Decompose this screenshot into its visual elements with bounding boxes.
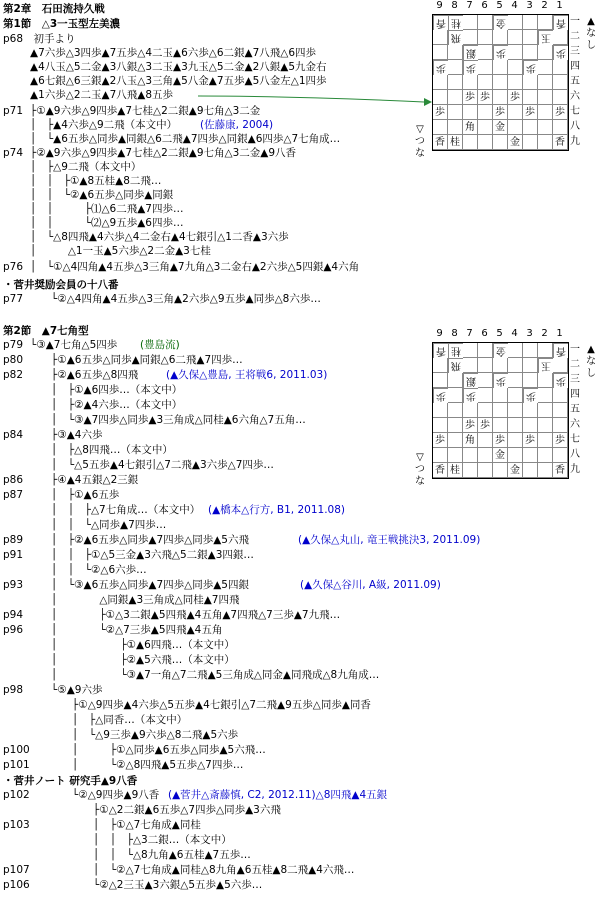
board-square: 香 [433,15,448,30]
variation-line: │ ├②▲4六歩…（本文中） [30,399,183,411]
variation-line: p82 [3,369,24,381]
board-square: 金 [493,15,508,30]
variation-line: │ △1一玉▲5六歩△2二金▲3七桂 [30,245,211,257]
board-square [463,358,478,373]
board-square [478,105,493,120]
variation-line: │ └②△7七角成▲同桂△8九角▲6五桂▲8二飛▲4六飛… [30,864,355,876]
board-square [463,105,478,120]
variation-line: ├③▲4六歩 [30,429,103,441]
board-square [448,388,463,403]
variation-line: │ │ └②△6六歩… [30,564,147,576]
board-square: 銀 [463,45,478,60]
variation-line: │ ├①△7七角成▲同桂 [30,819,201,831]
board-square [538,403,553,418]
note2-title: ・菅井ノート 研究手▲9八香 [3,775,138,787]
board-square: 飛 [448,358,463,373]
board-square: 歩 [433,105,448,120]
file-label: 5 [496,0,503,11]
board-square: 歩 [553,45,568,60]
variation-line: │ ├△同香…（本文中） [30,714,188,726]
game-reference: (▲菅井△斎藤慎, C2, 2012.11)△8四飛▲4五銀 [168,789,388,801]
board-square: 桂 [448,15,463,30]
board-square: 金 [508,135,523,150]
variation-line: p68 初手より [3,33,76,45]
rank-label: 七 [570,434,580,445]
board-square [478,75,493,90]
board-square: 歩 [523,105,538,120]
board-square: 歩 [523,433,538,448]
variation-line: │ ├①△3二銀▲5四飛▲4五角▲7四飛△7三歩▲7九飛… [30,609,341,621]
board-square [493,388,508,403]
rank-label: 一 [570,16,580,27]
board-square [553,418,568,433]
board-square [523,463,538,478]
board-square [478,358,493,373]
board-grid [432,342,569,479]
file-label: 2 [541,328,548,339]
board-square [493,30,508,45]
board-square: 金 [508,463,523,478]
board-square: 角 [463,433,478,448]
variation-line: │ ├▲4六歩△9二飛（本文中） [30,119,178,131]
file-label: 7 [466,328,473,339]
board-square: 歩 [553,433,568,448]
sente-hand: ▽つな [415,124,425,159]
variation-line: ├②▲6五歩△8四飛 [30,369,139,381]
board-square [478,45,493,60]
board-square [478,373,493,388]
board-square [478,343,493,358]
board-square: 金 [493,120,508,135]
board-square [538,135,553,150]
board-square [553,388,568,403]
board-square [523,358,538,373]
board-square [448,90,463,105]
file-label: 4 [511,0,518,11]
variation-line: p74 [3,147,24,159]
board-square [463,463,478,478]
variation-line: ├①▲9六歩△9四歩▲7七桂△2二銀▲9七角△3二金 [30,105,261,117]
variation-line: │ │ └②▲6五歩△同歩▲同銀 [30,189,174,201]
board-square [478,135,493,150]
rank-label: 九 [570,464,580,475]
variation-line: p94 [3,609,24,621]
board-square [553,75,568,90]
section2-title: 第2節 ▲7七角型 [3,325,89,337]
board-square [433,403,448,418]
rank-labels [570,14,580,149]
file-labels [432,328,567,339]
board-square: 歩 [523,388,538,403]
board-square [448,45,463,60]
file-label: 3 [526,328,533,339]
board-square [538,463,553,478]
board-square [523,418,538,433]
board-square [508,15,523,30]
board-square [448,418,463,433]
sente-hand: ▽つな [415,452,425,487]
rank-label: 八 [570,449,580,460]
variation-line: p89 [3,534,24,546]
board-square [523,343,538,358]
board-square [493,358,508,373]
game-reference: (▲久保△丸山, 竜王戦挑決3, 2011.09) [298,534,481,546]
game-reference: (▲久保△豊島, 王将戦6, 2011.03) [166,369,328,381]
chapter-title: 第2章 石田流持久戦 [3,3,105,15]
variation-line: p98 [3,684,24,696]
variation-line: p86 [3,474,24,486]
board-square [553,403,568,418]
board-square [538,418,553,433]
board-square: 歩 [523,60,538,75]
board-square [448,448,463,463]
rank-label: 五 [570,404,580,415]
variation-line: │ ├②▲6五歩△同歩▲7四歩△同歩▲5六飛 [30,534,249,546]
variation-line: │ └②△8四飛▲5五歩△7四歩… [30,759,244,771]
rank-label: 四 [570,389,580,400]
variation-line: ├②▲9六歩△9四歩▲7七桂△2二銀▲9七角△3二金▲9八香 [30,147,297,159]
variation-line: │ ├①▲6四飛…（本文中） [30,639,235,651]
variation-line: │ ├①▲6五歩 [30,489,120,501]
gote-hand: ▲なし [586,344,596,379]
gote-hand: ▲なし [586,16,596,51]
board-square [448,60,463,75]
board-square [523,75,538,90]
variation-line: p79 [3,339,24,351]
board-square [538,388,553,403]
board-square: 香 [553,15,568,30]
variation-line: │ ├①▲6四歩…（本文中） [30,384,183,396]
variation-line: │ └▲6五歩△同歩▲同銀△6二飛▲7四歩△同銀▲6四歩△7七角成… [30,133,341,145]
board-square [508,60,523,75]
board-square: 歩 [433,388,448,403]
variation-line: │ └△5五歩▲4七銀引△7二飛▲3六歩△7四歩… [30,459,274,471]
variation-line: p80 [3,354,24,366]
board-square: 香 [433,135,448,150]
file-label: 1 [556,0,563,11]
board-square [553,90,568,105]
board-square [538,60,553,75]
note1-title: ・菅井奨励会員の十八番 [3,279,119,291]
board-square [538,120,553,135]
file-label: 3 [526,0,533,11]
variation-line: p101 [3,759,30,771]
game-reference: (▲久保△谷川, A級, 2011.09) [300,579,441,591]
game-reference: (佐藤康, 2004) [200,119,274,131]
section1-title: 第1節 △3一玉型左美濃 [3,18,121,30]
variation-line: ├①△9四歩▲4六歩△5五歩▲4七銀引△7二飛▲9五歩△同歩▲同香 [30,699,371,711]
board-square: 銀 [463,373,478,388]
board-square [448,373,463,388]
variation-line: │ └②△7三歩▲5四飛▲4五角 [30,624,223,636]
board-square [478,60,493,75]
board-square [538,15,553,30]
rank-label: 九 [570,136,580,147]
board-square [538,105,553,120]
variation-line: p77 [3,293,24,305]
file-label: 7 [466,0,473,11]
variation-line: │ △同銀▲3三角成△同桂▲7四飛 [30,594,240,606]
board-square [493,135,508,150]
rank-label: 二 [570,359,580,370]
board-square [538,75,553,90]
rank-label: 六 [570,419,580,430]
variation-line: └②△2三玉▲3六銀△5五歩▲5六歩… [30,879,263,891]
variation-line: p106 [3,879,30,891]
board-square [538,373,553,388]
variation-line: │ │ └△同歩▲7四歩… [30,519,167,531]
board-square: 玉 [538,30,553,45]
board-square: 歩 [478,90,493,105]
board-square [553,60,568,75]
board-square [508,418,523,433]
board-square: 桂 [448,135,463,150]
rank-label: 二 [570,31,580,42]
file-label: 1 [556,328,563,339]
board-square [463,403,478,418]
board-square: 歩 [433,433,448,448]
board-square [433,120,448,135]
board-square [508,30,523,45]
variation-line: p102 [3,789,30,801]
variation-line: └③▲7七角△5四歩 [30,339,118,351]
arrow-to-board [196,90,436,110]
board-square: 歩 [463,388,478,403]
variation-line: p100 [3,744,30,756]
board-square [463,15,478,30]
variation-line: │ └③▲7一角△7二飛▲5三角成△同金▲同飛成△8九角成… [30,669,380,681]
board-square: 香 [553,343,568,358]
board-square: 香 [433,463,448,478]
variation-line: p76 [3,261,24,273]
variation-line: │ └△9三歩▲9六歩△8二飛▲5六歩 [30,729,239,741]
board-square [538,448,553,463]
variation-line: └②△4四角▲4五歩△3三角▲2六歩△9五歩▲同歩△8六歩… [30,293,321,305]
variation-line: │ └③▲6五歩△同歩▲7四歩△同歩▲5四銀 [30,579,249,591]
rank-label: 八 [570,121,580,132]
variation-line: ▲4八玉△5二金▲3八銀△3二玉▲3九玉△5二金▲2八銀▲5九金右 [30,61,327,73]
board-square [463,343,478,358]
variation-line: │ │ ├△3二銀…（本文中） [30,834,232,846]
board-square [478,433,493,448]
variation-line: p84 [3,429,24,441]
file-label: 5 [496,328,503,339]
board-square [463,30,478,45]
board-square: 歩 [433,60,448,75]
board-square [523,448,538,463]
file-labels [432,0,567,11]
variation-line: │ ├①△同歩▲6五歩△同歩▲5六飛… [30,744,266,756]
board-square [433,45,448,60]
game-reference: (豊島流) [140,339,180,351]
board-square [433,75,448,90]
board-square [523,90,538,105]
board-square [448,403,463,418]
file-label: 8 [451,0,458,11]
variation-line: ▲1六歩△2二玉▲7八飛▲8五歩 [30,89,174,101]
board-square: 歩 [493,373,508,388]
file-label: 6 [481,0,488,11]
variation-line: │ │ └△8九角▲6五桂▲7五歩… [30,849,251,861]
board-square [508,358,523,373]
board-square [508,45,523,60]
board-square [553,30,568,45]
board-square [508,448,523,463]
board-square: 飛 [448,30,463,45]
variation-line: p103 [3,819,30,831]
board-square [553,120,568,135]
file-label: 9 [436,328,443,339]
board-square: 香 [433,343,448,358]
board-square [463,448,478,463]
board-square: 歩 [463,90,478,105]
board-square [433,418,448,433]
board-square: 歩 [463,60,478,75]
board-square: 香 [553,135,568,150]
variation-line: p93 [3,579,24,591]
rank-label: 六 [570,91,580,102]
board-square [493,75,508,90]
variation-line: p91 [3,549,24,561]
board-square: 歩 [553,373,568,388]
variation-line: │ │ └⑵△9五歩▲6四歩… [30,217,184,229]
variation-line: │ └△8四飛▲4六歩△4二金右▲4七銀引△1二香▲3六歩 [30,231,289,243]
board-square [478,463,493,478]
variation-line: │ └③▲7四歩△同歩▲3三角成△同桂▲6六角△7五角… [30,414,306,426]
variation-line: p87 [3,489,24,501]
board-square [523,120,538,135]
board-square: 角 [463,120,478,135]
variation-line: │ │ ├①▲8五桂▲8二飛… [30,175,162,187]
board-square: 歩 [493,105,508,120]
rank-label: 三 [570,46,580,57]
board-square [523,45,538,60]
rank-label: 四 [570,61,580,72]
variation-line: │ ├△8四飛…（本文中） [30,444,173,456]
variation-line: p96 [3,624,24,636]
rank-label: 一 [570,344,580,355]
board-square [523,15,538,30]
board-square [478,388,493,403]
board-square [493,418,508,433]
variation-line: p107 [3,864,30,876]
board-square: 金 [493,448,508,463]
board-square [508,343,523,358]
board-square: 桂 [448,463,463,478]
board-square [523,403,538,418]
rank-label: 三 [570,374,580,385]
board-square: 桂 [448,343,463,358]
board-square [493,403,508,418]
board-square: 玉 [538,358,553,373]
board-square [523,30,538,45]
rank-label: 七 [570,106,580,117]
board-square [508,403,523,418]
file-label: 4 [511,328,518,339]
file-label: 8 [451,328,458,339]
board-square [478,403,493,418]
variation-line: └⑤▲9六歩 [30,684,103,696]
board-square [478,15,493,30]
board-square [538,90,553,105]
variation-line: │ │ ├△7七角成…（本文中） [30,504,201,516]
board-square [508,105,523,120]
board-square [538,343,553,358]
board-square [508,388,523,403]
board-square [553,358,568,373]
board-square: 歩 [493,433,508,448]
board-square: 歩 [508,90,523,105]
board-square [478,120,493,135]
board-square [508,433,523,448]
board-square: 歩 [553,105,568,120]
board-square [538,45,553,60]
variation-line: ▲6七銀△6三銀▲2八玉△3三角▲5八金▲7五歩▲5八金左△1四歩 [30,75,327,87]
board-square [478,448,493,463]
board-square [433,30,448,45]
variation-line: │ ├△9二飛（本文中） [30,161,142,173]
file-label: 9 [436,0,443,11]
board-square: 香 [553,463,568,478]
rank-labels [570,342,580,477]
board-square [433,448,448,463]
board-square [523,135,538,150]
file-label: 6 [481,328,488,339]
board-square [433,373,448,388]
board-square [463,135,478,150]
board-square [448,75,463,90]
board-square [508,373,523,388]
board-grid [432,14,569,151]
game-reference: (▲橋本△行方, B1, 2011.08) [208,504,345,516]
board-square [433,90,448,105]
board-square [448,120,463,135]
variation-line: ├①△2二銀▲6五歩△7四歩△同歩▲3六飛 [30,804,281,816]
variation-line: ├①▲6五歩△同歩▲同銀△6二飛▲7四歩… [30,354,243,366]
board-square [493,463,508,478]
variation-line: │ │ ├⑴△6二飛▲7四歩… [30,203,184,215]
variation-line: │ └①△4四角▲4五歩△3三角▲7九角△3二金右▲2六歩△5四銀▲4六角 [30,261,360,273]
board-square: 金 [493,343,508,358]
board-square [538,433,553,448]
board-square: 歩 [493,45,508,60]
board-square [508,75,523,90]
board-square [493,60,508,75]
board-square [448,105,463,120]
board-square [553,448,568,463]
file-label: 2 [541,0,548,11]
variation-line: │ │ ├①△5三金▲3六飛△5二銀▲3四銀… [30,549,254,561]
board-square [478,30,493,45]
board-square [448,433,463,448]
variation-line: ▲7六歩△3四歩▲7五歩△4二玉▲6六歩△6二銀▲7八飛△6四歩 [30,47,317,59]
board-square [508,120,523,135]
board-square: 歩 [478,418,493,433]
board-square [493,90,508,105]
variation-line: ├④▲4五銀△2三銀 [30,474,139,486]
board-square [463,75,478,90]
variation-line: p71 [3,105,24,117]
rank-label: 五 [570,76,580,87]
board-square: 歩 [463,418,478,433]
variation-line: └②△9四歩▲9八香 [30,789,160,801]
board-square [433,358,448,373]
variation-line: │ ├②▲5六飛…（本文中） [30,654,235,666]
board-square [523,373,538,388]
